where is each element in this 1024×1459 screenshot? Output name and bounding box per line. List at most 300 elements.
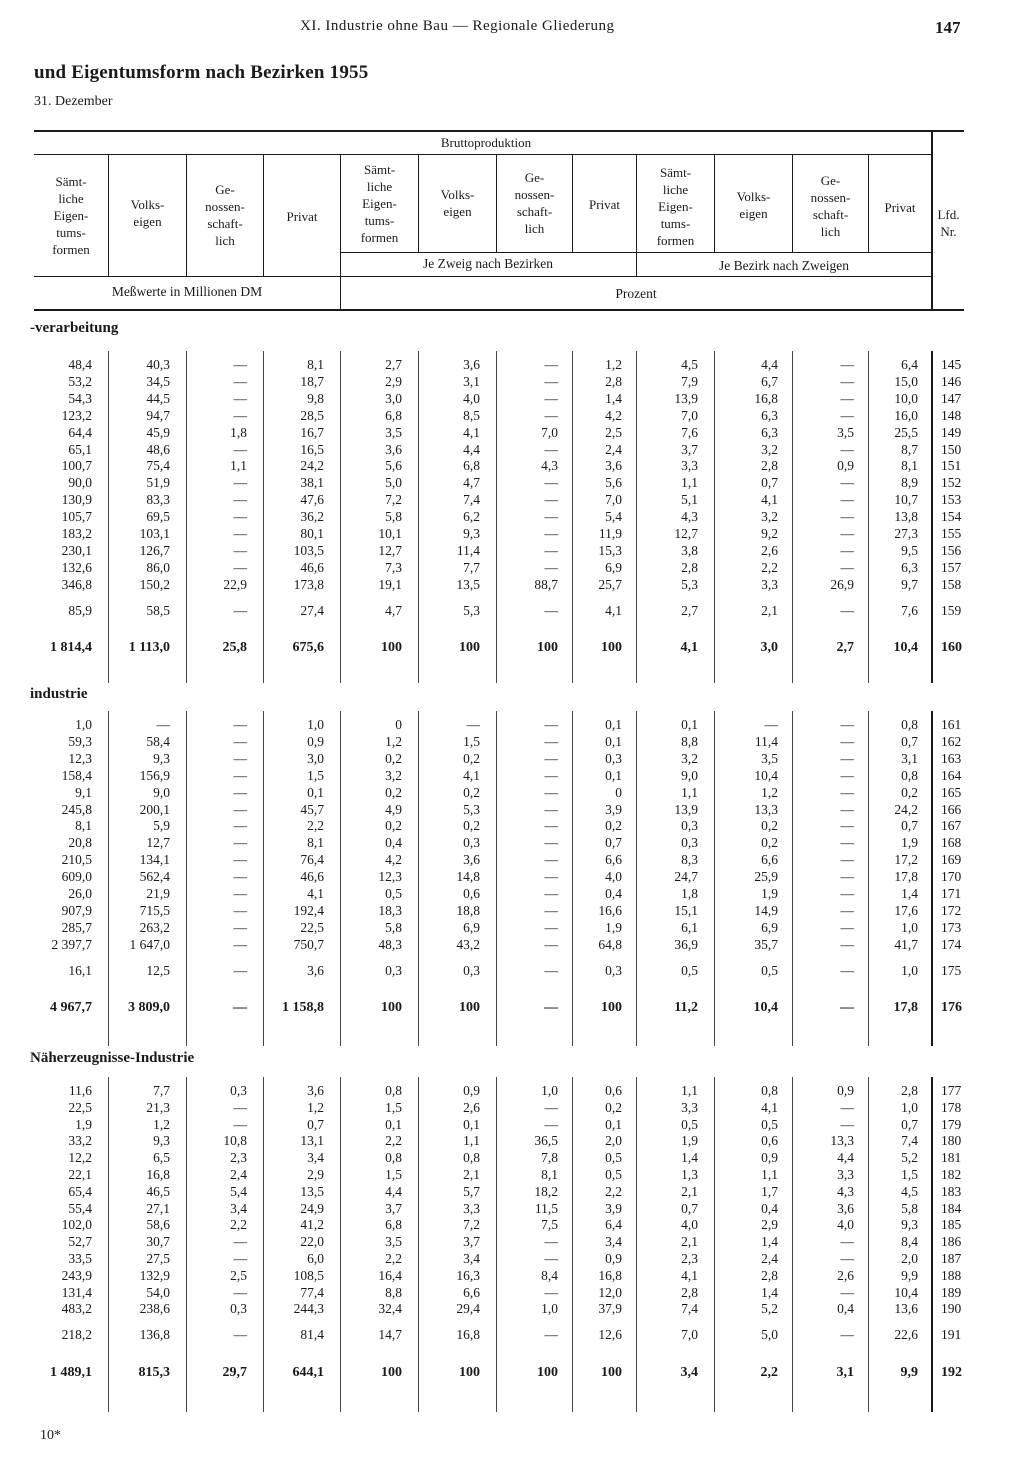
cell-value: — [544, 1251, 558, 1266]
row-number: 151 [941, 458, 962, 474]
page-footnote: 10* [40, 1428, 61, 1443]
cell-value: — [544, 902, 558, 918]
cell-value: 17,2 [894, 852, 918, 868]
cell-value: 715,5 [139, 902, 170, 918]
cell-value: 3,7 [681, 441, 698, 457]
cell-value: 51,9 [146, 475, 170, 491]
cell-value: 7,5 [541, 1217, 558, 1233]
cell-value: 13,9 [674, 801, 698, 817]
cell-value: 4,3 [837, 1183, 854, 1199]
row-number: 169 [941, 852, 962, 868]
table-row [0, 920, 1024, 936]
cell-value: 100 [537, 639, 558, 655]
cell-value: 1,8 [681, 886, 698, 901]
cell-value: 1,1 [681, 475, 698, 491]
cell-value: 0,4 [837, 1301, 854, 1317]
cell-value: 7,4 [901, 1133, 918, 1149]
cell-value: 33,2 [68, 1133, 92, 1149]
cell-value: 76,4 [300, 852, 324, 868]
cell-value: 562,4 [139, 869, 170, 885]
cell-value: 173,8 [293, 576, 324, 592]
cell-value: 1,1 [463, 1133, 480, 1149]
cell-value: 26,9 [830, 576, 854, 592]
cell-value: — [544, 733, 558, 749]
cell-value: 6,6 [761, 852, 778, 868]
cell-value: 7,2 [385, 492, 402, 508]
cell-value: 24,7 [674, 869, 698, 885]
cell-value: 30,7 [146, 1234, 170, 1250]
cell-value: — [233, 1234, 247, 1250]
cell-value: 8,8 [385, 1284, 402, 1300]
cell-value: 3,7 [385, 1200, 402, 1216]
cell-value: 134,1 [139, 852, 170, 868]
cell-value: 1,0 [901, 919, 918, 935]
cell-value: 15,3 [598, 542, 622, 558]
cell-value: 238,6 [139, 1301, 170, 1317]
cell-value: 14,9 [754, 902, 778, 918]
table-row [0, 785, 1024, 801]
cell-value: 14,7 [378, 1327, 402, 1343]
cell-value: 263,2 [139, 919, 170, 935]
row-number: 146 [941, 373, 962, 389]
cell-value: 2,6 [837, 1267, 854, 1283]
cell-value: 6,2 [463, 509, 480, 525]
cell-value: 12,6 [598, 1327, 622, 1343]
cell-value: 3,4 [463, 1251, 480, 1266]
cell-value: — [233, 1116, 247, 1132]
cell-value: 285,7 [61, 919, 92, 935]
cell-value: 29,7 [222, 1365, 247, 1381]
cell-value: — [544, 717, 558, 732]
cell-value: 7,0 [605, 492, 622, 508]
cell-value: — [544, 475, 558, 491]
row-number: 149 [941, 424, 962, 440]
cell-value: 4,4 [463, 441, 480, 457]
section-title: Näherzeugnisse-Industrie [30, 1050, 195, 1066]
cell-value: 2,8 [605, 373, 622, 389]
cell-value: 1,4 [901, 886, 918, 901]
cell-value: 6,3 [761, 424, 778, 440]
cell-value: 9,8 [307, 390, 324, 406]
cell-value: 5,8 [385, 509, 402, 525]
cell-value: 41,7 [894, 936, 918, 952]
cell-value: 5,7 [463, 1183, 480, 1199]
table-row [0, 852, 1024, 868]
cell-value: — [840, 357, 854, 372]
cell-value: — [544, 1116, 558, 1132]
cell-value: 907,9 [61, 902, 92, 918]
cell-value: 103,5 [293, 542, 324, 558]
cell-value: — [840, 852, 854, 868]
cell-value: — [840, 1116, 854, 1132]
cell-value: 11,4 [754, 733, 778, 749]
row-number: 173 [941, 919, 962, 935]
cell-value: 88,7 [534, 576, 558, 592]
cell-value: 1,0 [901, 962, 918, 978]
cell-value: 3,5 [761, 750, 778, 766]
table-row [0, 603, 1024, 619]
cell-value: — [544, 886, 558, 901]
cell-value: — [840, 492, 854, 508]
cell-value: 2,6 [463, 1099, 480, 1115]
row-number: 178 [941, 1099, 962, 1115]
cell-value: 29,4 [456, 1301, 480, 1317]
cell-value: 12,7 [674, 526, 698, 541]
cell-value: — [840, 818, 854, 834]
cell-value: 37,9 [598, 1301, 622, 1317]
cell-value: 9,5 [901, 542, 918, 558]
cell-value: — [156, 717, 170, 732]
cell-value: 25,9 [754, 869, 778, 885]
cell-value: 2,7 [385, 357, 402, 372]
cell-value: 0,2 [463, 750, 480, 766]
cell-value: 218,2 [61, 1327, 92, 1343]
cell-value: 1 814,4 [50, 639, 92, 655]
header-bottom-rule [34, 309, 964, 311]
cell-value: 0,5 [681, 962, 698, 978]
cell-value: 108,5 [293, 1267, 324, 1283]
cell-value: 6,6 [605, 852, 622, 868]
cell-value: — [544, 1099, 558, 1115]
cell-value: 4,9 [385, 801, 402, 817]
cell-value: 0,5 [605, 1167, 622, 1182]
cell-value: 0,1 [605, 717, 622, 732]
cell-value: 2,9 [307, 1167, 324, 1182]
cell-value: — [840, 407, 854, 423]
header-vline [714, 155, 715, 252]
cell-value: 9,3 [153, 750, 170, 766]
cell-value: 58,5 [146, 602, 170, 618]
cell-value: 3,9 [605, 1200, 622, 1216]
row-number: 184 [941, 1200, 962, 1216]
cell-value: 9,0 [153, 784, 170, 800]
cell-value: 13,3 [754, 801, 778, 817]
cell-value: — [840, 767, 854, 783]
cell-value: 81,4 [300, 1327, 324, 1343]
cell-value: 16,6 [598, 902, 622, 918]
cell-value: — [233, 784, 247, 800]
cell-value: 5,0 [761, 1327, 778, 1343]
cell-value: 3,2 [681, 750, 698, 766]
row-number: 159 [941, 602, 962, 618]
cell-value: 2,3 [681, 1251, 698, 1266]
cell-value: 100 [601, 1365, 622, 1381]
cell-value: 6,0 [307, 1251, 324, 1266]
row-number: 172 [941, 902, 962, 918]
cell-value: 9,1 [75, 784, 92, 800]
table-row [0, 391, 1024, 407]
cell-value: 8,3 [681, 852, 698, 868]
cell-value: — [840, 784, 854, 800]
cell-value: 6,1 [681, 919, 698, 935]
row-number: 186 [941, 1234, 962, 1250]
cell-value: 13,8 [894, 509, 918, 525]
col-header-3: Ge- nossen- schaft- lich [205, 182, 245, 248]
cell-value: 9,0 [681, 767, 698, 783]
cell-value: — [840, 1099, 854, 1115]
cell-value: 0,8 [463, 1150, 480, 1166]
header-vline [263, 155, 264, 276]
cell-value: 2,0 [605, 1133, 622, 1149]
cell-value: — [840, 869, 854, 885]
cell-value: — [233, 390, 247, 406]
table-row [0, 1285, 1024, 1301]
cell-value: 2,3 [230, 1150, 247, 1166]
cell-value: 0,9 [837, 458, 854, 474]
cell-value: 12,5 [146, 962, 170, 978]
cell-value: 0,6 [761, 1133, 778, 1149]
cell-value: 1,9 [681, 1133, 698, 1149]
cell-value: 16,1 [68, 962, 92, 978]
cell-value: 48,3 [378, 936, 402, 952]
cell-value: 6,3 [901, 559, 918, 575]
cell-value: 0,2 [605, 1099, 622, 1115]
header-top-rule [34, 130, 964, 132]
cell-value: 3,1 [836, 1365, 854, 1381]
cell-value: — [233, 357, 247, 372]
cell-value: 0,7 [681, 1200, 698, 1216]
band-zweig: Je Zweig nach Bezirken [422, 256, 554, 271]
cell-value: 16,4 [378, 1267, 402, 1283]
table-row [0, 1327, 1024, 1343]
row-number: 177 [941, 1083, 962, 1098]
cell-value: 10,8 [223, 1133, 247, 1149]
cell-value: 130,9 [61, 492, 92, 508]
cell-value: 1,9 [605, 919, 622, 935]
cell-value: 1,0 [75, 717, 92, 732]
cell-value: 2,4 [761, 1251, 778, 1266]
cell-value: 3,3 [463, 1200, 480, 1216]
row-number: 153 [941, 492, 962, 508]
cell-value: 1,9 [761, 886, 778, 901]
cell-value: — [233, 902, 247, 918]
cell-value: 18,2 [534, 1183, 558, 1199]
cell-value: 1,7 [761, 1183, 778, 1199]
cell-value: 11,9 [598, 526, 622, 541]
cell-value: 46,6 [300, 559, 324, 575]
cell-value: 27,1 [146, 1200, 170, 1216]
cell-value: 123,2 [61, 407, 92, 423]
cell-value: 0,7 [901, 818, 918, 834]
table-row [0, 543, 1024, 559]
cell-value: 5,8 [385, 919, 402, 935]
cell-value: — [840, 750, 854, 766]
cell-value: — [840, 373, 854, 389]
cell-value: 4,1 [761, 492, 778, 508]
cell-value: 9,3 [463, 526, 480, 541]
cell-value: 75,4 [146, 458, 170, 474]
table-row [0, 560, 1024, 576]
cell-value: 0 [395, 717, 402, 732]
cell-value: 4,1 [680, 639, 698, 655]
cell-value: 2,2 [761, 559, 778, 575]
cell-value: 18,7 [300, 373, 324, 389]
cell-value: 17,8 [894, 869, 918, 885]
cell-value: 4,5 [901, 1183, 918, 1199]
section-title: -verarbeitung [30, 320, 119, 336]
cell-value: 4,4 [837, 1150, 854, 1166]
cell-value: 750,7 [293, 936, 324, 952]
cell-value: 8,4 [541, 1267, 558, 1283]
cell-value: 9,3 [901, 1217, 918, 1233]
cell-value: — [233, 559, 247, 575]
section-title: industrie [30, 686, 88, 702]
cell-value: 77,4 [300, 1284, 324, 1300]
cell-value: 5,0 [385, 475, 402, 491]
cell-value: — [233, 602, 247, 618]
table-row [0, 1150, 1024, 1166]
cell-value: 1,0 [901, 1099, 918, 1115]
cell-value: 4,2 [605, 407, 622, 423]
table-row [0, 1100, 1024, 1116]
cell-value: 7,0 [681, 407, 698, 423]
cell-value: 1,1 [230, 458, 247, 474]
cell-value: 3,7 [463, 1234, 480, 1250]
cell-value: 10,4 [893, 639, 918, 655]
cell-value: 0,9 [605, 1251, 622, 1266]
row-number: 167 [941, 818, 962, 834]
cell-value: 10,7 [894, 492, 918, 508]
cell-value: 103,1 [139, 526, 170, 541]
row-number: 183 [941, 1183, 962, 1199]
cell-value: 0,7 [901, 733, 918, 749]
cell-value: 0,1 [605, 1116, 622, 1132]
cell-value: 86,0 [146, 559, 170, 575]
cell-value: 0,2 [761, 818, 778, 834]
cell-value: 0,8 [385, 1083, 402, 1098]
cell-value: 65,1 [68, 441, 92, 457]
cell-value: 0 [615, 784, 622, 800]
cell-value: 22,1 [68, 1167, 92, 1182]
cell-value: 7,0 [541, 424, 558, 440]
cell-value: 12,3 [378, 869, 402, 885]
cell-value: 150,2 [139, 576, 170, 592]
cell-value: 13,1 [300, 1133, 324, 1149]
cell-value: 4,7 [385, 602, 402, 618]
row-number: 154 [941, 509, 962, 525]
cell-value: 3,6 [307, 1083, 324, 1098]
cell-value: 18,3 [378, 902, 402, 918]
cell-value: 0,3 [230, 1083, 247, 1098]
row-number: 187 [941, 1251, 962, 1266]
cell-value: — [544, 750, 558, 766]
cell-value: — [840, 801, 854, 817]
cell-value: 0,5 [761, 962, 778, 978]
table-row [0, 963, 1024, 979]
table-subtitle: 31. Dezember [34, 94, 113, 109]
cell-value: 9,9 [901, 1267, 918, 1283]
cell-value: 9,3 [153, 1133, 170, 1149]
cell-value: — [544, 835, 558, 851]
row-number: 181 [941, 1150, 962, 1166]
cell-value: 3,4 [680, 1365, 698, 1381]
cell-value: — [544, 373, 558, 389]
cell-value: — [233, 818, 247, 834]
cell-value: 4,2 [385, 852, 402, 868]
cell-value: — [840, 1251, 854, 1266]
cell-value: 0,2 [385, 818, 402, 834]
cell-value: — [466, 717, 480, 732]
table-row [0, 802, 1024, 818]
cell-value: 65,4 [68, 1183, 92, 1199]
cell-value: 100 [381, 1365, 402, 1381]
cell-value: 69,5 [146, 509, 170, 525]
cell-value: 6,9 [605, 559, 622, 575]
cell-value: 16,0 [894, 407, 918, 423]
cell-value: 192,4 [293, 902, 324, 918]
cell-value: — [233, 1284, 247, 1300]
row-number: 192 [941, 1365, 962, 1381]
cell-value: 22,5 [300, 919, 324, 935]
cell-value: 3,9 [605, 801, 622, 817]
cell-value: 13,3 [830, 1133, 854, 1149]
cell-value: 2,2 [385, 1251, 402, 1266]
cell-value: 4 967,7 [50, 999, 92, 1015]
cell-value: 100 [601, 639, 622, 655]
cell-value: 7,7 [463, 559, 480, 575]
cell-value: 0,1 [681, 717, 698, 732]
cell-value: 0,8 [901, 717, 918, 732]
cell-value: 0,2 [463, 818, 480, 834]
cell-value: — [840, 999, 854, 1015]
cell-value: 6,3 [761, 407, 778, 423]
row-number: 185 [941, 1217, 962, 1233]
cell-value: 16,7 [300, 424, 324, 440]
cell-value: 2,2 [605, 1183, 622, 1199]
cell-value: 45,7 [300, 801, 324, 817]
cell-value: 2,2 [385, 1133, 402, 1149]
cell-value: 22,9 [223, 576, 247, 592]
cell-value: — [233, 869, 247, 885]
col-header-lfd: Lfd. Nr. [937, 207, 960, 239]
cell-value: 126,7 [139, 542, 170, 558]
cell-value: — [233, 1099, 247, 1115]
cell-value: — [840, 1284, 854, 1300]
cell-value: 3,3 [681, 1099, 698, 1115]
cell-value: 46,6 [300, 869, 324, 885]
cell-value: 2,7 [836, 639, 854, 655]
cell-value: 100,7 [61, 458, 92, 474]
cell-value: 34,5 [146, 373, 170, 389]
cell-value: 3,2 [385, 767, 402, 783]
row-number: 175 [941, 962, 962, 978]
cell-value: 5,6 [605, 475, 622, 491]
cell-value: 2,1 [761, 602, 778, 618]
table-row [0, 509, 1024, 525]
cell-value: 28,5 [300, 407, 324, 423]
cell-value: 3,5 [837, 424, 854, 440]
cell-value: — [544, 784, 558, 800]
cell-value: 100 [381, 639, 402, 655]
cell-value: 2,8 [901, 1083, 918, 1098]
cell-value: — [544, 818, 558, 834]
cell-value: 2,8 [681, 559, 698, 575]
cell-value: — [233, 936, 247, 952]
cell-value: — [233, 919, 247, 935]
cell-value: 1,5 [463, 733, 480, 749]
cell-value: 0,3 [385, 962, 402, 978]
col-header-11: Ge- nossen- schaft- lich [810, 173, 851, 239]
cell-value: 1 647,0 [129, 936, 170, 952]
cell-value: — [544, 1234, 558, 1250]
cell-value: 53,2 [68, 373, 92, 389]
table-row [0, 768, 1024, 784]
cell-value: 2,2 [230, 1217, 247, 1233]
table-row [0, 458, 1024, 474]
cell-value: 243,9 [61, 1267, 92, 1283]
cell-value: 5,3 [463, 801, 480, 817]
cell-value: 24,2 [894, 801, 918, 817]
